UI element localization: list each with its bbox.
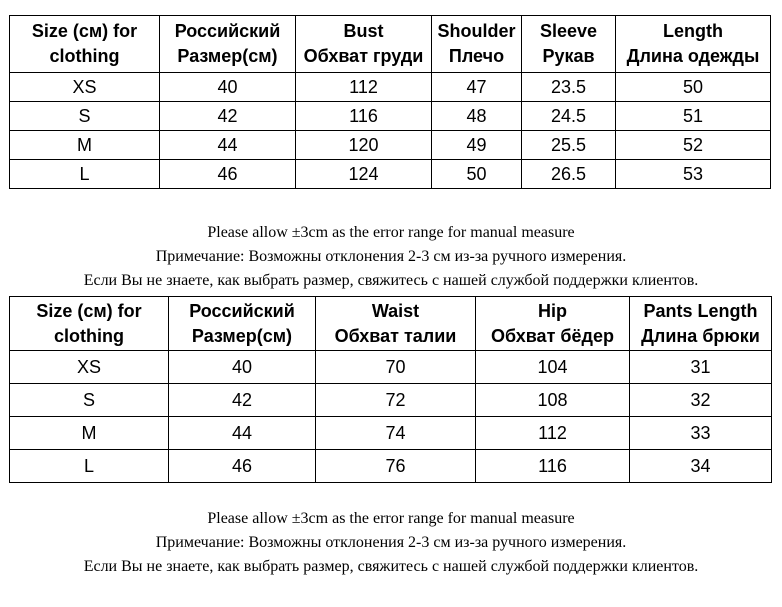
table-cell: 50: [616, 73, 771, 102]
table-row: [10, 450, 772, 483]
table-cell: L: [10, 160, 160, 189]
bottom-size-table: [9, 296, 772, 483]
table-cell: 104: [476, 351, 630, 384]
header-hip: Hip Обхват бёдер: [476, 297, 630, 351]
note-line-russian: Примечание: Возможны отклонения 2-3 см из-за ручного измерения.: [155, 534, 627, 551]
table-cell: 112: [296, 73, 432, 102]
header-russian-size: Российский Размер(см): [169, 297, 316, 351]
table-cell: 25.5: [522, 131, 616, 160]
table-cell: 52: [616, 131, 771, 160]
table-cell: 42: [169, 384, 316, 417]
table-row: [10, 102, 771, 131]
table-cell: 48: [432, 102, 522, 131]
table-cell: 26.5: [522, 160, 616, 189]
top-size-table: [9, 15, 771, 189]
table-cell: 50: [432, 160, 522, 189]
table-cell: 70: [316, 351, 476, 384]
header-sleeve: Sleeve Рукав: [522, 16, 616, 73]
table-cell: 124: [296, 160, 432, 189]
table-header-row: [10, 16, 771, 73]
table-row: [10, 384, 772, 417]
table-cell: 47: [432, 73, 522, 102]
table-row: [10, 160, 771, 189]
table-cell: 46: [160, 160, 296, 189]
table-cell: 74: [316, 417, 476, 450]
bottom-measure-note: [0, 507, 782, 579]
table-cell: 49: [432, 131, 522, 160]
header-shoulder: Shoulder Плечо: [432, 16, 522, 73]
table-cell: M: [10, 417, 169, 450]
note-line-english: Please allow ±3cm as the error range for manual measure: [207, 510, 575, 527]
table-cell: 24.5: [522, 102, 616, 131]
table-header-row: [10, 297, 772, 351]
header-bust: Bust Обхват груди: [296, 16, 432, 73]
table-cell: 46: [169, 450, 316, 483]
table-cell: 72: [316, 384, 476, 417]
table-cell: 53: [616, 160, 771, 189]
table-cell: 31: [630, 351, 772, 384]
table-cell: L: [10, 450, 169, 483]
table-cell: 112: [476, 417, 630, 450]
table-cell: S: [10, 384, 169, 417]
table-cell: M: [10, 131, 160, 160]
table-row: [10, 73, 771, 102]
table-cell: S: [10, 102, 160, 131]
table-cell: 116: [476, 450, 630, 483]
header-length: Length Длина одежды: [616, 16, 771, 73]
note-line-support: Если Вы не знаете, как выбрать размер, свяжитесь с нашей службой поддержки клиентов.: [83, 272, 699, 289]
header-size: Size (см) for clothing: [10, 16, 160, 73]
table-row: [10, 131, 771, 160]
table-cell: 51: [616, 102, 771, 131]
note-line-russian: Примечание: Возможны отклонения 2-3 см из-за ручного измерения.: [155, 248, 627, 265]
header-waist: Waist Обхват талии: [316, 297, 476, 351]
table-cell: 40: [169, 351, 316, 384]
table-cell: 32: [630, 384, 772, 417]
note-line-support: Если Вы не знаете, как выбрать размер, свяжитесь с нашей службой поддержки клиентов.: [83, 558, 699, 575]
table-cell: 23.5: [522, 73, 616, 102]
table-cell: XS: [10, 73, 160, 102]
table-cell: 33: [630, 417, 772, 450]
table-cell: 76: [316, 450, 476, 483]
table-cell: 120: [296, 131, 432, 160]
table-cell: XS: [10, 351, 169, 384]
header-russian-size: Российский Размер(см): [160, 16, 296, 73]
top-measure-note: [0, 221, 782, 293]
table-row: [10, 351, 772, 384]
note-line-english: Please allow ±3cm as the error range for manual measure: [207, 224, 575, 241]
table-cell: 44: [169, 417, 316, 450]
table-row: [10, 417, 772, 450]
table-cell: 40: [160, 73, 296, 102]
table-cell: 44: [160, 131, 296, 160]
table-cell: 42: [160, 102, 296, 131]
table-cell: 34: [630, 450, 772, 483]
header-size: Size (см) for clothing: [10, 297, 169, 351]
header-pants-length: Pants Length Длина брюки: [630, 297, 772, 351]
table-cell: 116: [296, 102, 432, 131]
table-cell: 108: [476, 384, 630, 417]
